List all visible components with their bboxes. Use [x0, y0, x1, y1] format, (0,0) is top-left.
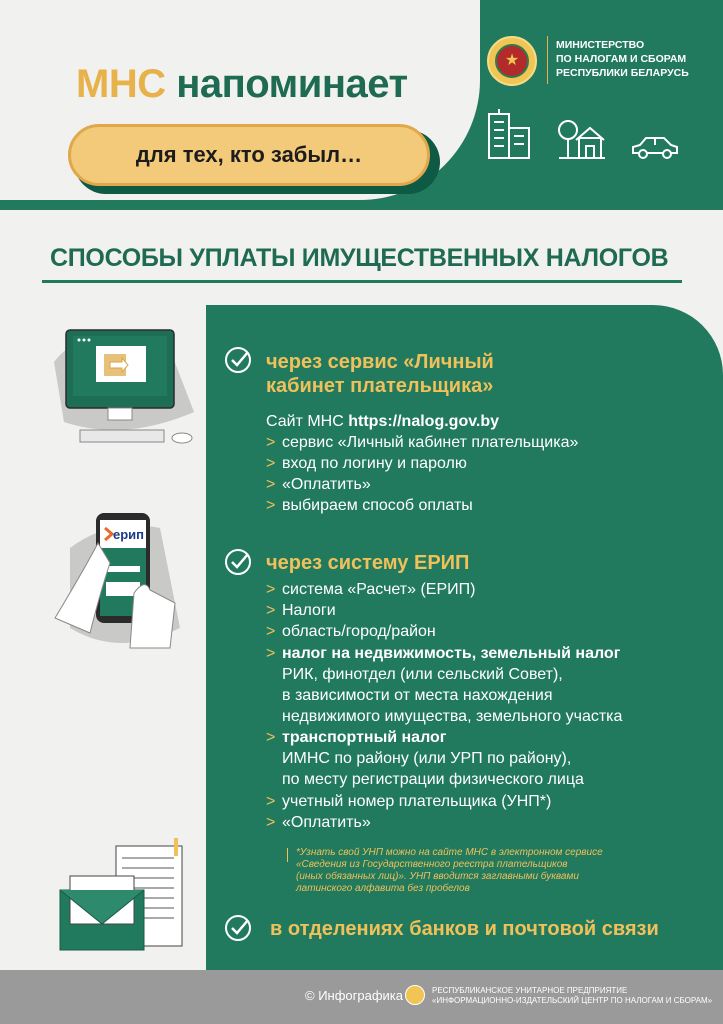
unp-footnote: *Узнать свой УНП можно на сайте МНС в электронном сервисе «Сведения из Государственного реестра плательщиков (иных обязанных лиц)». УНП вводится заглавными буквами латинского алфавита без пробелов — [296, 847, 603, 894]
method2-detail: РИК, финотдел (или сельский Совет), — [282, 666, 563, 683]
check-circle-icon — [224, 346, 252, 374]
method2-detail: ИМНС по району (или УРП по району), — [282, 750, 572, 767]
method2-transport-tax: > транспортный налог — [266, 729, 447, 746]
phone-erip-illustration-icon — [50, 508, 200, 658]
check-circle-icon — [224, 548, 252, 576]
method2-step: > область/город/район — [266, 623, 436, 640]
envelope-documents-illustration-icon — [56, 838, 196, 956]
method2-step: > «Оплатить» — [266, 814, 371, 831]
ministry-name: МИНИСТЕРСТВО ПО НАЛОГАМ И СБОРАМ РЕСПУБЛИКИ БЕЛАРУСЬ — [556, 39, 689, 79]
method2-detail: в зависимости от места нахождения — [282, 687, 553, 704]
method1-step: > «Оплатить» — [266, 476, 371, 493]
method2-step: > Налоги — [266, 602, 336, 619]
check-circle-icon — [224, 914, 252, 942]
site-link[interactable]: https://nalog.gov.by — [348, 413, 500, 430]
emblem-divider — [547, 36, 548, 84]
method1-step: > вход по логину и паролю — [266, 455, 467, 472]
note-marker — [287, 848, 288, 862]
publisher-logo-icon — [405, 985, 425, 1005]
method2-heading: через систему ЕРИП — [266, 552, 470, 574]
car-icon — [630, 134, 680, 160]
svg-text:ерип: ерип — [113, 527, 145, 542]
method2-step: > система «Расчет» (ЕРИП) — [266, 581, 476, 598]
ministry-emblem-icon: ★ — [487, 36, 537, 86]
house-icon — [558, 116, 606, 160]
footer-infographic: © Инфографика — [305, 988, 404, 1003]
method1-step: > выбираем способ оплаты — [266, 497, 473, 514]
method1-heading: через сервис «Личный кабинет плательщика» — [266, 351, 494, 397]
method1-step: > сервис «Личный кабинет плательщика» — [266, 434, 579, 451]
footer-organization: РЕСПУБЛИКАНСКОЕ УНИТАРНОЕ ПРЕДПРИЯТИЕ «ИНФОРМАЦИОННО-ИЗДАТЕЛЬСКИЙ ЦЕНТР ПО НАЛОГАМ И СБОРАМ» — [432, 986, 713, 1005]
method3-heading: в отделениях банков и почтовой связи — [270, 918, 659, 940]
method2-detail: недвижимого имущества, земельного участка — [282, 708, 623, 725]
method1-site: Сайт МНС https://nalog.gov.by — [266, 413, 500, 430]
method2-step: > учетный номер плательщика (УНП*) — [266, 793, 552, 810]
method2-property-tax: > налог на недвижимость, земельный налог — [266, 645, 621, 662]
method2-detail: по месту регистрации физического лица — [282, 771, 584, 788]
buildings-icon — [486, 108, 534, 160]
page-title: МНС напоминает — [76, 62, 408, 106]
computer-illustration-icon — [44, 322, 204, 450]
section-title: СПОСОБЫ УПЛАТЫ ИМУЩЕСТВЕННЫХ НАЛОГОВ — [50, 244, 669, 272]
section-title-underline — [42, 280, 682, 283]
subtitle-pill: для тех, кто забыл… — [68, 124, 430, 186]
